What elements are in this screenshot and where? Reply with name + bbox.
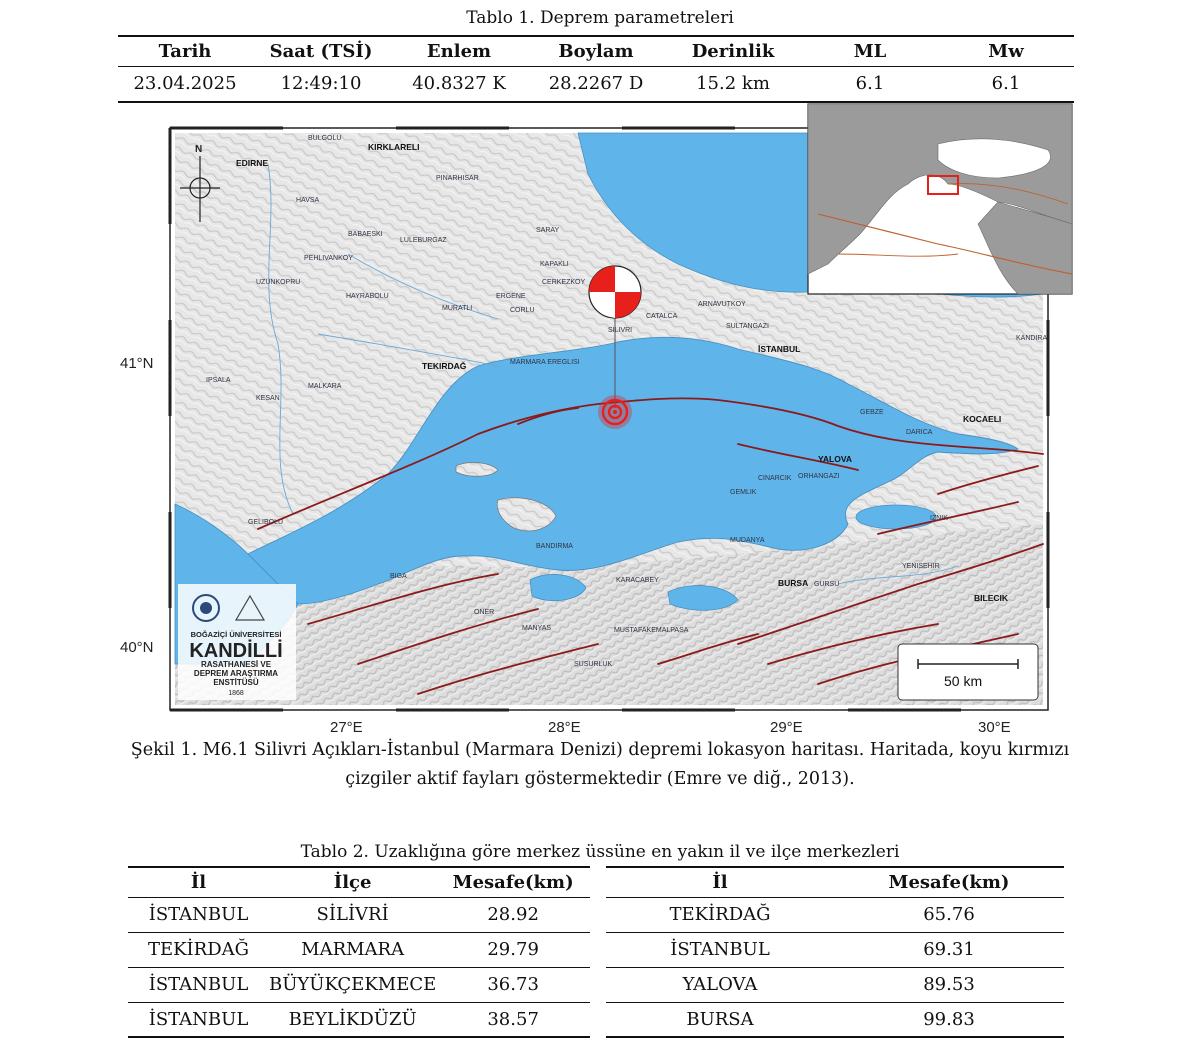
- nearest-districts-table: [128, 866, 590, 1038]
- place-label: GEMLIK: [730, 489, 757, 496]
- table-cell: BEYLİKDÜZÜ: [288, 1008, 417, 1030]
- table-cell: BURSA: [686, 1008, 754, 1030]
- axis-label-30e: 30°E: [978, 719, 1011, 736]
- place-label: BANDIRMA: [536, 543, 573, 550]
- figure-caption: [0, 736, 1200, 794]
- table-cell: BÜYÜKÇEKMECE: [269, 974, 437, 995]
- table-cell: İSTANBUL: [148, 974, 249, 995]
- svg-text:1868: 1868: [228, 690, 244, 697]
- city-bursa: BURSA: [778, 578, 809, 588]
- place-label: ARNAVUTKOY: [698, 301, 746, 308]
- cell-latitude: 40.8327 K: [412, 73, 506, 95]
- header-latitude: Enlem: [426, 40, 492, 62]
- inset-overview-map: [808, 104, 1072, 294]
- place-label: SUSURLUK: [574, 661, 613, 668]
- place-label: SARAY: [536, 227, 560, 234]
- header-distance: Mesafe(km): [452, 871, 574, 893]
- place-label: PINARHISAR: [436, 175, 479, 182]
- table-cell: 28.92: [487, 904, 539, 925]
- earthquake-parameters-table: [118, 35, 1074, 103]
- place-label: CINARCIK: [758, 475, 792, 482]
- svg-text:RASATHANESİ VE: RASATHANESİ VE: [200, 660, 272, 669]
- table-row: [128, 967, 590, 1002]
- table-row: [128, 1002, 590, 1037]
- epicenter-icon: [598, 395, 632, 429]
- axis-label-29e: 29°E: [770, 719, 803, 736]
- place-label: MARMARA EREGLISI: [510, 359, 580, 366]
- place-label: BABAESKI: [348, 231, 383, 238]
- place-label: MUSTAFAKEMALPASA: [614, 627, 689, 634]
- place-label: BIGA: [390, 573, 407, 580]
- table-cell: İSTANBUL: [148, 1008, 249, 1030]
- kandilli-logo: [178, 584, 296, 700]
- table-cell: TEKİRDAĞ: [147, 939, 250, 960]
- header-depth: Derinlik: [691, 40, 775, 62]
- header-time: Saat (TSİ): [269, 40, 373, 62]
- city-istanbul: İSTANBUL: [758, 344, 801, 354]
- place-label: KANDIRA: [1016, 335, 1048, 342]
- table-cell: TEKİRDAĞ: [669, 904, 771, 925]
- table-row: [606, 932, 1064, 967]
- svg-text:KANDİLLİ: KANDİLLİ: [189, 640, 283, 662]
- table-row: [128, 932, 590, 967]
- table-cell: 29.79: [487, 939, 539, 960]
- place-label: UZUNKOPRU: [256, 279, 301, 286]
- table-row: [606, 897, 1064, 932]
- table-cell: 89.53: [923, 974, 975, 995]
- table-cell: MARMARA: [301, 939, 405, 960]
- svg-text:DEPREM ARAŞTIRMA: DEPREM ARAŞTIRMA: [193, 669, 279, 678]
- place-label: MURATLI: [442, 305, 473, 312]
- table-cell: YALOVA: [682, 974, 758, 995]
- location-map: [118, 104, 1078, 736]
- place-label: ERGENE: [496, 293, 526, 300]
- place-label: SILIVRI: [608, 327, 633, 334]
- place-label: GURSU: [814, 581, 840, 588]
- table-cell: 69.31: [923, 939, 975, 960]
- header-district: İlçe: [333, 871, 372, 893]
- figure-caption-line2: çizgiler aktif fayları göstermektedir (Emre ve diğ., 2013).: [345, 769, 855, 789]
- cell-ml: 6.1: [855, 73, 885, 95]
- place-label: IZNIK: [930, 515, 948, 522]
- table-header-row: [128, 867, 590, 897]
- table-cell: 99.83: [923, 1008, 975, 1030]
- header-province: İl: [190, 871, 207, 893]
- table-header-row: [606, 867, 1064, 897]
- place-label: MANYAS: [522, 625, 552, 632]
- axis-label-40n: 40°N: [120, 639, 154, 656]
- axis-label-27e: 27°E: [330, 719, 363, 736]
- nearest-provinces-table: [606, 866, 1064, 1038]
- svg-text:BOĞAZİÇİ ÜNİVERSİTESİ: BOĞAZİÇİ ÜNİVERSİTESİ: [190, 630, 282, 639]
- table-cell: 65.76: [923, 904, 975, 925]
- iznik-lake: [856, 505, 936, 529]
- cell-date: 23.04.2025: [133, 73, 237, 95]
- header-distance: Mesafe(km): [888, 871, 1010, 893]
- cell-depth: 15.2 km: [696, 73, 770, 95]
- scale-label: 50 km: [944, 673, 983, 689]
- place-label: YENISEHIR: [902, 563, 940, 570]
- header-ml: ML: [853, 40, 887, 62]
- table-cell: 36.73: [487, 974, 539, 995]
- header-date: Tarih: [158, 40, 212, 62]
- city-edirne: EDIRNE: [236, 158, 269, 168]
- table-cell: İSTANBUL: [670, 939, 770, 960]
- city-tekirdag: TEKIRDAĞ: [422, 361, 467, 371]
- cell-longitude: 28.2267 D: [548, 73, 644, 95]
- place-label: BULGOLU: [308, 135, 342, 142]
- place-label: ORHANGAZI: [798, 473, 840, 480]
- city-kocaeli: KOCAELI: [963, 414, 1002, 424]
- table-row: [128, 897, 590, 932]
- place-label: SULTANGAZI: [726, 323, 769, 330]
- place-label: ONER: [474, 609, 495, 616]
- cell-mw: 6.1: [991, 73, 1021, 95]
- table-cell: 38.57: [487, 1008, 539, 1030]
- place-label: LULEBURGAZ: [400, 237, 447, 244]
- place-label: KESAN: [256, 395, 280, 402]
- table1-caption: Tablo 1. Deprem parametreleri: [466, 8, 734, 28]
- figure-caption-line1: Şekil 1. M6.1 Silivri Açıkları-İstanbul (Marmara Denizi) depremi lokasyon haritası. Haritada, koyu kırmızı: [130, 740, 1070, 760]
- place-label: HAVSA: [296, 197, 320, 204]
- place-label: MUDANYA: [730, 537, 765, 544]
- table-header-row: [118, 36, 1074, 66]
- place-label: MALKARA: [308, 383, 342, 390]
- header-mw: Mw: [988, 40, 1024, 62]
- place-label: GEBZE: [860, 409, 884, 416]
- axis-label-41n: 41°N: [120, 355, 154, 372]
- svg-text:ENSTİTÜSÜ: ENSTİTÜSÜ: [213, 678, 259, 687]
- table-row: [118, 66, 1074, 102]
- place-label: CATALCA: [646, 313, 678, 320]
- place-label: KARACABEY: [616, 577, 659, 584]
- scale-bar: [898, 644, 1038, 700]
- city-bilecik: BILECIK: [974, 593, 1008, 603]
- header-longitude: Boylam: [558, 40, 634, 62]
- cell-time: 12:49:10: [280, 73, 362, 95]
- place-label: IPSALA: [206, 377, 231, 384]
- place-label: DARICA: [906, 429, 933, 436]
- header-province: İl: [712, 871, 728, 893]
- place-label: CERKEZKOY: [542, 279, 586, 286]
- svg-text:N: N: [195, 144, 203, 155]
- city-kirklareli: KIRKLARELI: [368, 142, 420, 152]
- place-label: KAPAKLI: [540, 261, 569, 268]
- table-cell: SİLİVRİ: [316, 904, 389, 925]
- place-label: GELIBOLU: [248, 519, 284, 526]
- table-cell: İSTANBUL: [148, 904, 249, 925]
- place-label: PEHLIVANKOY: [304, 255, 353, 262]
- table-row: [606, 967, 1064, 1002]
- axis-label-28e: 28°E: [548, 719, 581, 736]
- table2-caption: Tablo 2. Uzaklığına göre merkez üssüne en yakın il ve ilçe merkezleri: [300, 842, 900, 862]
- table-row: [606, 1002, 1064, 1037]
- place-label: HAYRABOLU: [346, 293, 389, 300]
- city-yalova: YALOVA: [818, 454, 853, 464]
- place-label: CORLU: [510, 307, 535, 314]
